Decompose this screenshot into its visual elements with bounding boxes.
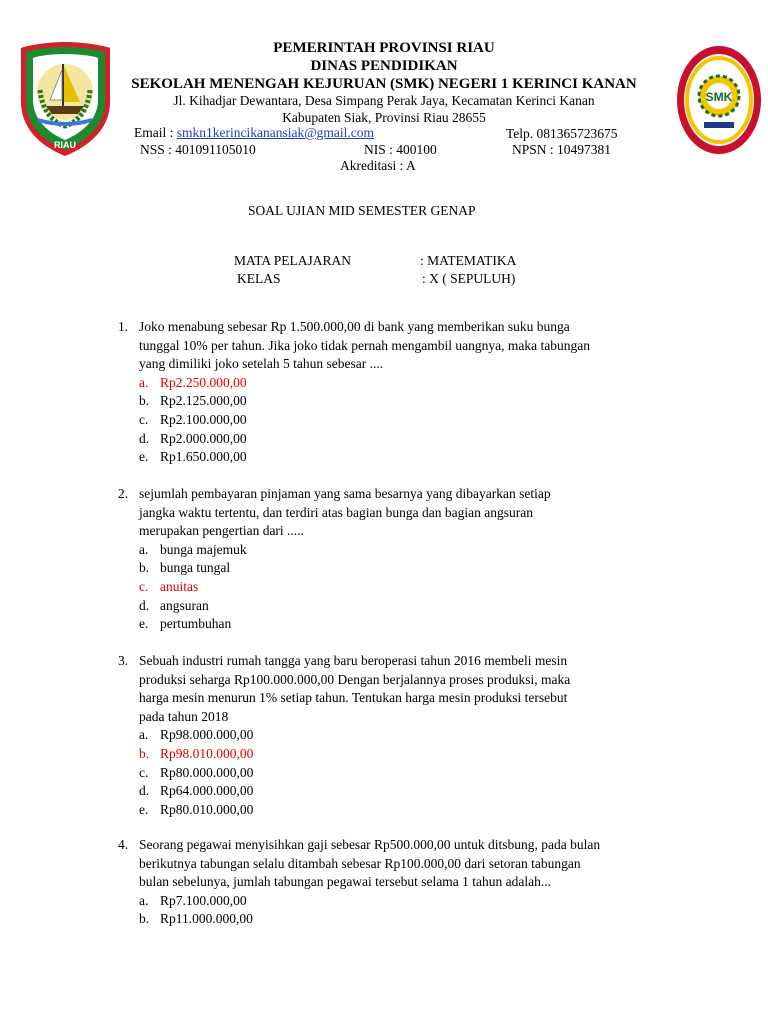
header-akreditasi: Akreditasi : A xyxy=(340,158,416,173)
option-text: Rp80.000.000,00 xyxy=(160,764,254,780)
option-d[interactable] xyxy=(139,597,648,616)
class-label: KELAS xyxy=(237,271,281,286)
question-number: 1. xyxy=(118,319,129,334)
option-text: pertumbuhan xyxy=(160,616,232,632)
question-line: yang dimiliki joko setelah 5 tahun sebesar .... xyxy=(139,356,384,372)
option-text: Rp64.000.000,00 xyxy=(160,783,254,799)
header-email xyxy=(134,125,374,141)
header-nss: NSS : 401091105010 xyxy=(140,142,256,157)
question-number: 3. xyxy=(118,653,129,668)
option-letter: a. xyxy=(139,727,149,743)
option-text: angsuran xyxy=(160,597,209,613)
header-line-1: PEMERINTAH PROVINSI RIAU xyxy=(273,40,495,56)
question-number: 4. xyxy=(118,837,129,852)
smk-logo-text: SMK xyxy=(705,90,733,104)
option-b[interactable] xyxy=(139,559,648,578)
option-letter: b. xyxy=(139,911,150,927)
riau-logo-text: RIAU xyxy=(54,140,76,150)
option-text: Rp2.125.000,00 xyxy=(160,393,247,409)
subject-label: MATA PELAJARAN xyxy=(234,253,352,268)
option-letter: e. xyxy=(139,801,149,817)
option-text: bunga tungal xyxy=(160,560,231,576)
option-letter: e. xyxy=(139,616,149,632)
option-letter: c. xyxy=(139,578,149,594)
option-letter: e. xyxy=(139,449,149,465)
option-text: Rp1.650.000,00 xyxy=(160,449,247,465)
option-letter: d. xyxy=(139,597,150,613)
class-value: : X ( SEPULUH) xyxy=(422,271,516,286)
option-text: anuitas xyxy=(160,578,199,594)
option-text: bunga majemuk xyxy=(160,541,247,557)
header-line-3: SEKOLAH MENENGAH KEJURUAN (SMK) NEGERI 1 KERINCI KANAN xyxy=(131,76,637,92)
option-a[interactable] xyxy=(139,541,648,560)
option-letter: b. xyxy=(139,745,150,761)
header-address-1: Jl. Kihadjar Dewantara, Desa Simpang Perak Jaya, Kecamatan Kerinci Kanan xyxy=(173,93,595,108)
question-line: harga mesin menurun 1% setiap tahun. Tentukan harga mesin produksi tersebut xyxy=(139,690,568,706)
option-letter: a. xyxy=(139,374,149,390)
question-line: sejumlah pembayaran pinjaman yang sama besarnya yang dibayarkan setiap xyxy=(139,486,551,501)
question-line: produksi seharga Rp100.000.000,00 Dengan berjalannya proses produksi, maka xyxy=(139,671,571,687)
question-line: pada tahun 2018 xyxy=(139,708,229,724)
question-line: merupakan pengertian dari ..... xyxy=(139,523,304,539)
option-a[interactable] xyxy=(139,726,648,745)
option-text: Rp2.100.000,00 xyxy=(160,411,247,427)
option-text: Rp98.010.000,00 xyxy=(160,745,254,761)
question-line: tunggal 10% per tahun. Jika joko tidak pernah mengambil uangnya, maka tabungan xyxy=(139,337,591,353)
question-2 xyxy=(118,485,648,634)
question-3 xyxy=(118,652,648,819)
option-letter: c. xyxy=(139,411,149,427)
option-text: Rp2.250.000,00 xyxy=(160,374,247,390)
option-e[interactable] xyxy=(139,448,648,467)
question-number: 2. xyxy=(118,486,129,501)
option-text: Rp11.000.000,00 xyxy=(160,911,253,927)
option-letter: d. xyxy=(139,783,150,799)
header-npsn: NPSN : 10497381 xyxy=(512,142,612,157)
question-line: Seorang pegawai menyisihkan gaji sebesar Rp500.000,00 untuk ditsbung, pada bulan xyxy=(139,837,601,852)
option-letter: b. xyxy=(139,560,150,576)
option-b[interactable] xyxy=(139,745,648,764)
question-line: Joko menabung sebesar Rp 1.500.000,00 di bank yang memberikan suku bunga xyxy=(139,319,570,334)
option-text: Rp2.000.000,00 xyxy=(160,430,247,446)
question-1 xyxy=(118,318,648,467)
option-c[interactable] xyxy=(139,764,648,783)
header-address-2: Kabupaten Siak, Provinsi Riau 28655 xyxy=(282,110,486,125)
option-letter: a. xyxy=(139,892,149,908)
option-b[interactable] xyxy=(139,910,648,929)
option-d[interactable] xyxy=(139,430,648,449)
option-letter: b. xyxy=(139,393,150,409)
email-link[interactable]: smkn1kerincikanansiak@gmail.com xyxy=(176,125,375,140)
header-telp: Telp. 081365723675 xyxy=(506,126,618,141)
option-c[interactable] xyxy=(139,578,648,597)
header-line-2: DINAS PENDIDIKAN xyxy=(310,58,458,74)
option-letter: c. xyxy=(139,764,149,780)
option-d[interactable] xyxy=(139,782,648,801)
option-a[interactable] xyxy=(139,374,648,393)
option-c[interactable] xyxy=(139,411,648,430)
option-text: Rp7.100.000,00 xyxy=(160,892,247,908)
option-letter: a. xyxy=(139,541,149,557)
subject-value: : MATEMATIKA xyxy=(420,253,517,268)
option-text: Rp80.010.000,00 xyxy=(160,801,254,817)
email-label: Email : xyxy=(134,125,174,140)
option-letter: d. xyxy=(139,430,150,446)
question-line: berikutnya tabungan selalu ditambah sebesar Rp100.000,00 dari setoran tabungan xyxy=(139,855,581,871)
question-line: jangka waktu tertentu, dan terdiri atas bagian bunga dan bagian angsuran xyxy=(139,504,533,520)
option-e[interactable] xyxy=(139,801,648,820)
exam-title: SOAL UJIAN MID SEMESTER GENAP xyxy=(248,203,476,218)
header-nis: NIS : 400100 xyxy=(364,142,437,157)
option-text: Rp98.000.000,00 xyxy=(160,727,254,743)
option-b[interactable] xyxy=(139,392,648,411)
option-a[interactable] xyxy=(139,892,648,911)
option-e[interactable] xyxy=(139,615,648,634)
question-line: Sebuah industri rumah tangga yang baru beroperasi tahun 2016 membeli mesin xyxy=(139,653,568,668)
question-4 xyxy=(118,836,648,929)
question-line: bulan sebelunya, jumlah tabungan pegawai tersebut selama 1 tahun adalah... xyxy=(139,874,551,890)
